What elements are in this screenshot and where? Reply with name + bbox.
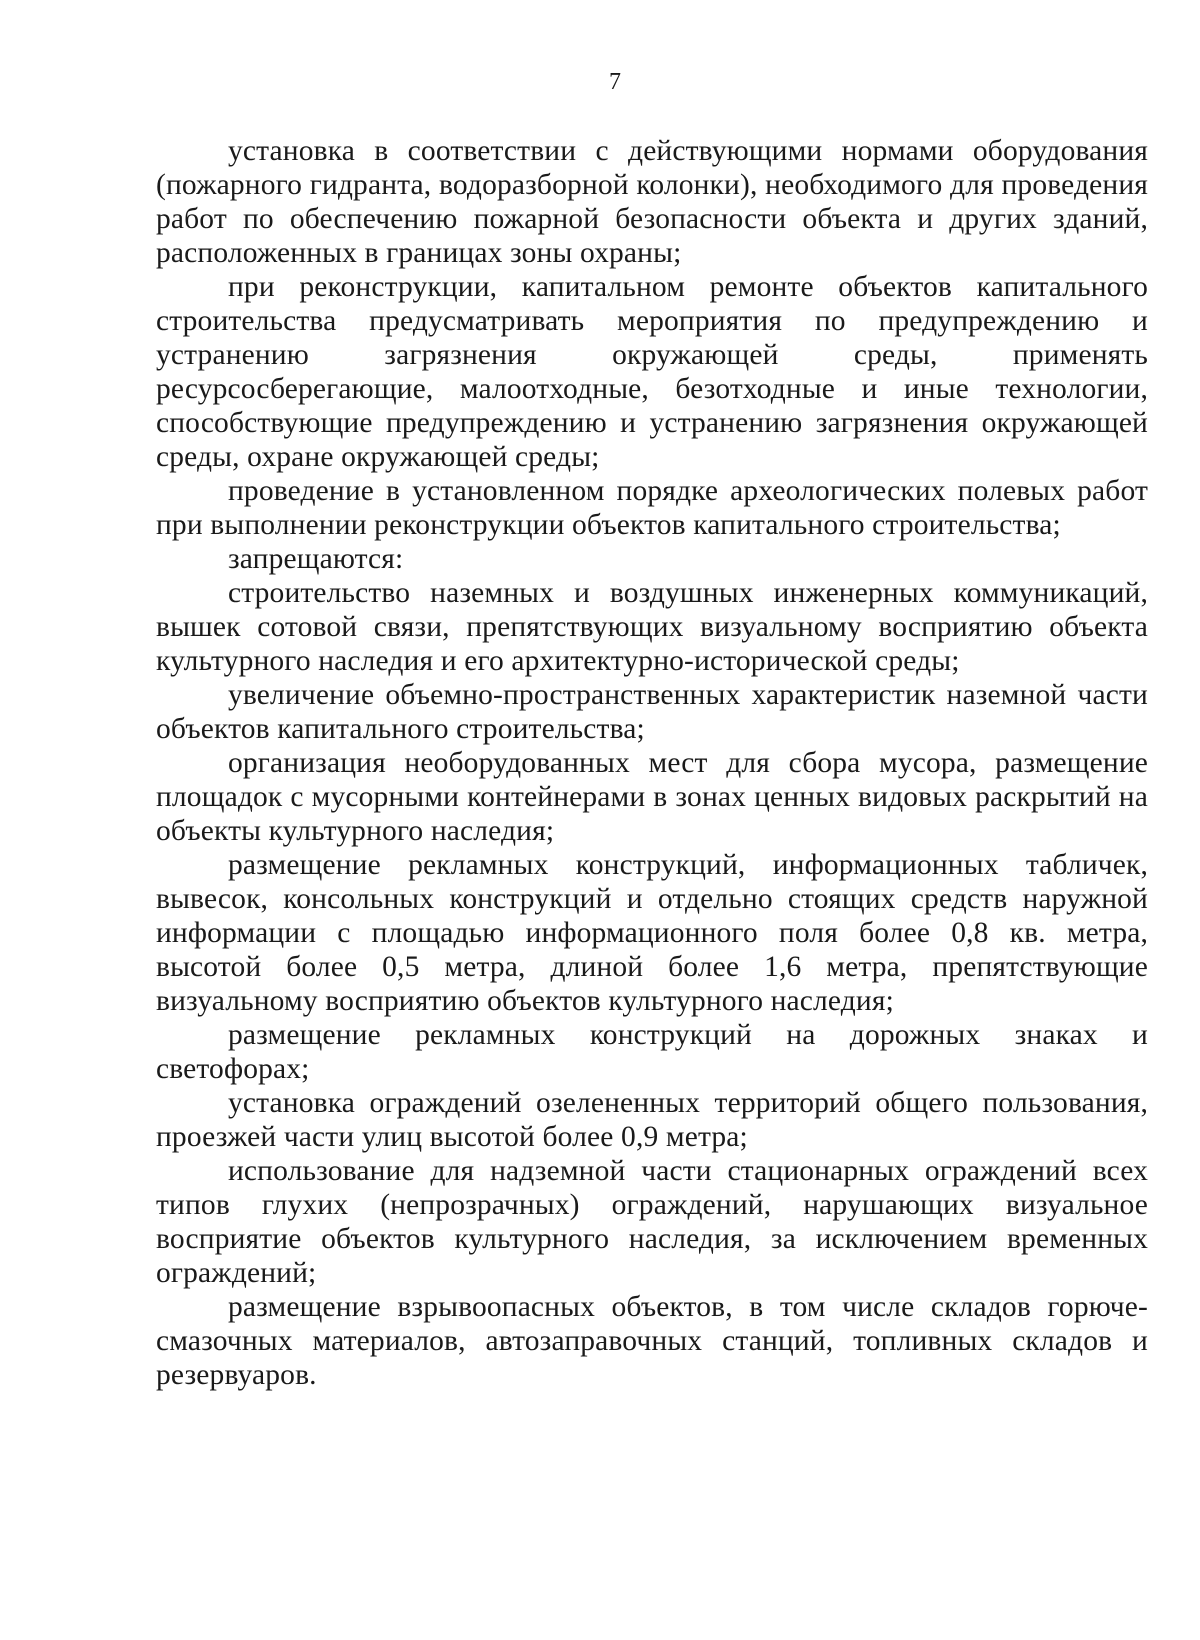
paragraph-communications-ban: строительство наземных и воздушных инженерных коммуникаций, вышек сотовой связи, препятствующих визуальному восприятию объекта культурного наследия и его архитектурно-исторической среды; [156, 577, 1148, 677]
paragraph-advertising-ban: размещение рекламных конструкций, информационных табличек, вывесок, консольных конструкций и отдельно стоящих средств наружной информации с площадью информационного поля более 0,8 кв. метра, высотой более 0,5 метра, длиной более 1,6 метра, препятствующие визуальному восприятию объектов культурного наследия; [156, 849, 1148, 1017]
paragraph-opaque-fences-ban: использование для надземной части стационарных ограждений всех типов глухих (непрозрачных) ограждений, нарушающих визуальное восприятие объектов культурного наследия, за исключением временных ограждений; [156, 1155, 1148, 1289]
paragraph-explosive-objects-ban: размещение взрывоопасных объектов, в том числе складов горюче-смазочных материалов, автозаправочных станций, топливных складов и резервуаров. [156, 1291, 1148, 1391]
paragraph-fire-equipment: установка в соответствии с действующими нормами оборудования (пожарного гидранта, водоразборной колонки), необходимого для проведения работ по обеспечению пожарной безопасности объекта и других зданий, расположенных в границах зоны охраны; [156, 135, 1148, 269]
document-body [156, 134, 1148, 1392]
paragraph-volume-increase-ban: увеличение объемно-пространственных характеристик наземной части объектов капитального строительства; [156, 679, 1148, 745]
paragraph-fences-height-ban: установка ограждений озелененных территорий общего пользования, проезжей части улиц высотой более 0,9 метра; [156, 1087, 1148, 1153]
paragraph-waste-sites-ban: организация необорудованных мест для сбора мусора, размещение площадок с мусорными контейнерами в зонах ценных видовых раскрытий на объекты культурного наследия; [156, 747, 1148, 847]
paragraph-environmental-measures: при реконструкции, капитальном ремонте объектов капитального строительства предусматривать мероприятия по предупреждению и устранению загрязнения окружающей среды, применять ресурсосберегающие, малоотходные, безотходные и иные технологии, способствующие предупреждению и устранению загрязнения окружающей среды, охране окружающей среды; [156, 271, 1148, 473]
paragraph-prohibited-heading: запрещаются: [228, 543, 404, 575]
paragraph-road-signs-ban: размещение рекламных конструкций на дорожных знаках и светофорах; [156, 1019, 1148, 1085]
page-number: 7 [609, 69, 621, 95]
paragraph-archaeological-works: проведение в установленном порядке археологических полевых работ при выполнении реконструкции объектов капитального строительства; [156, 475, 1148, 541]
